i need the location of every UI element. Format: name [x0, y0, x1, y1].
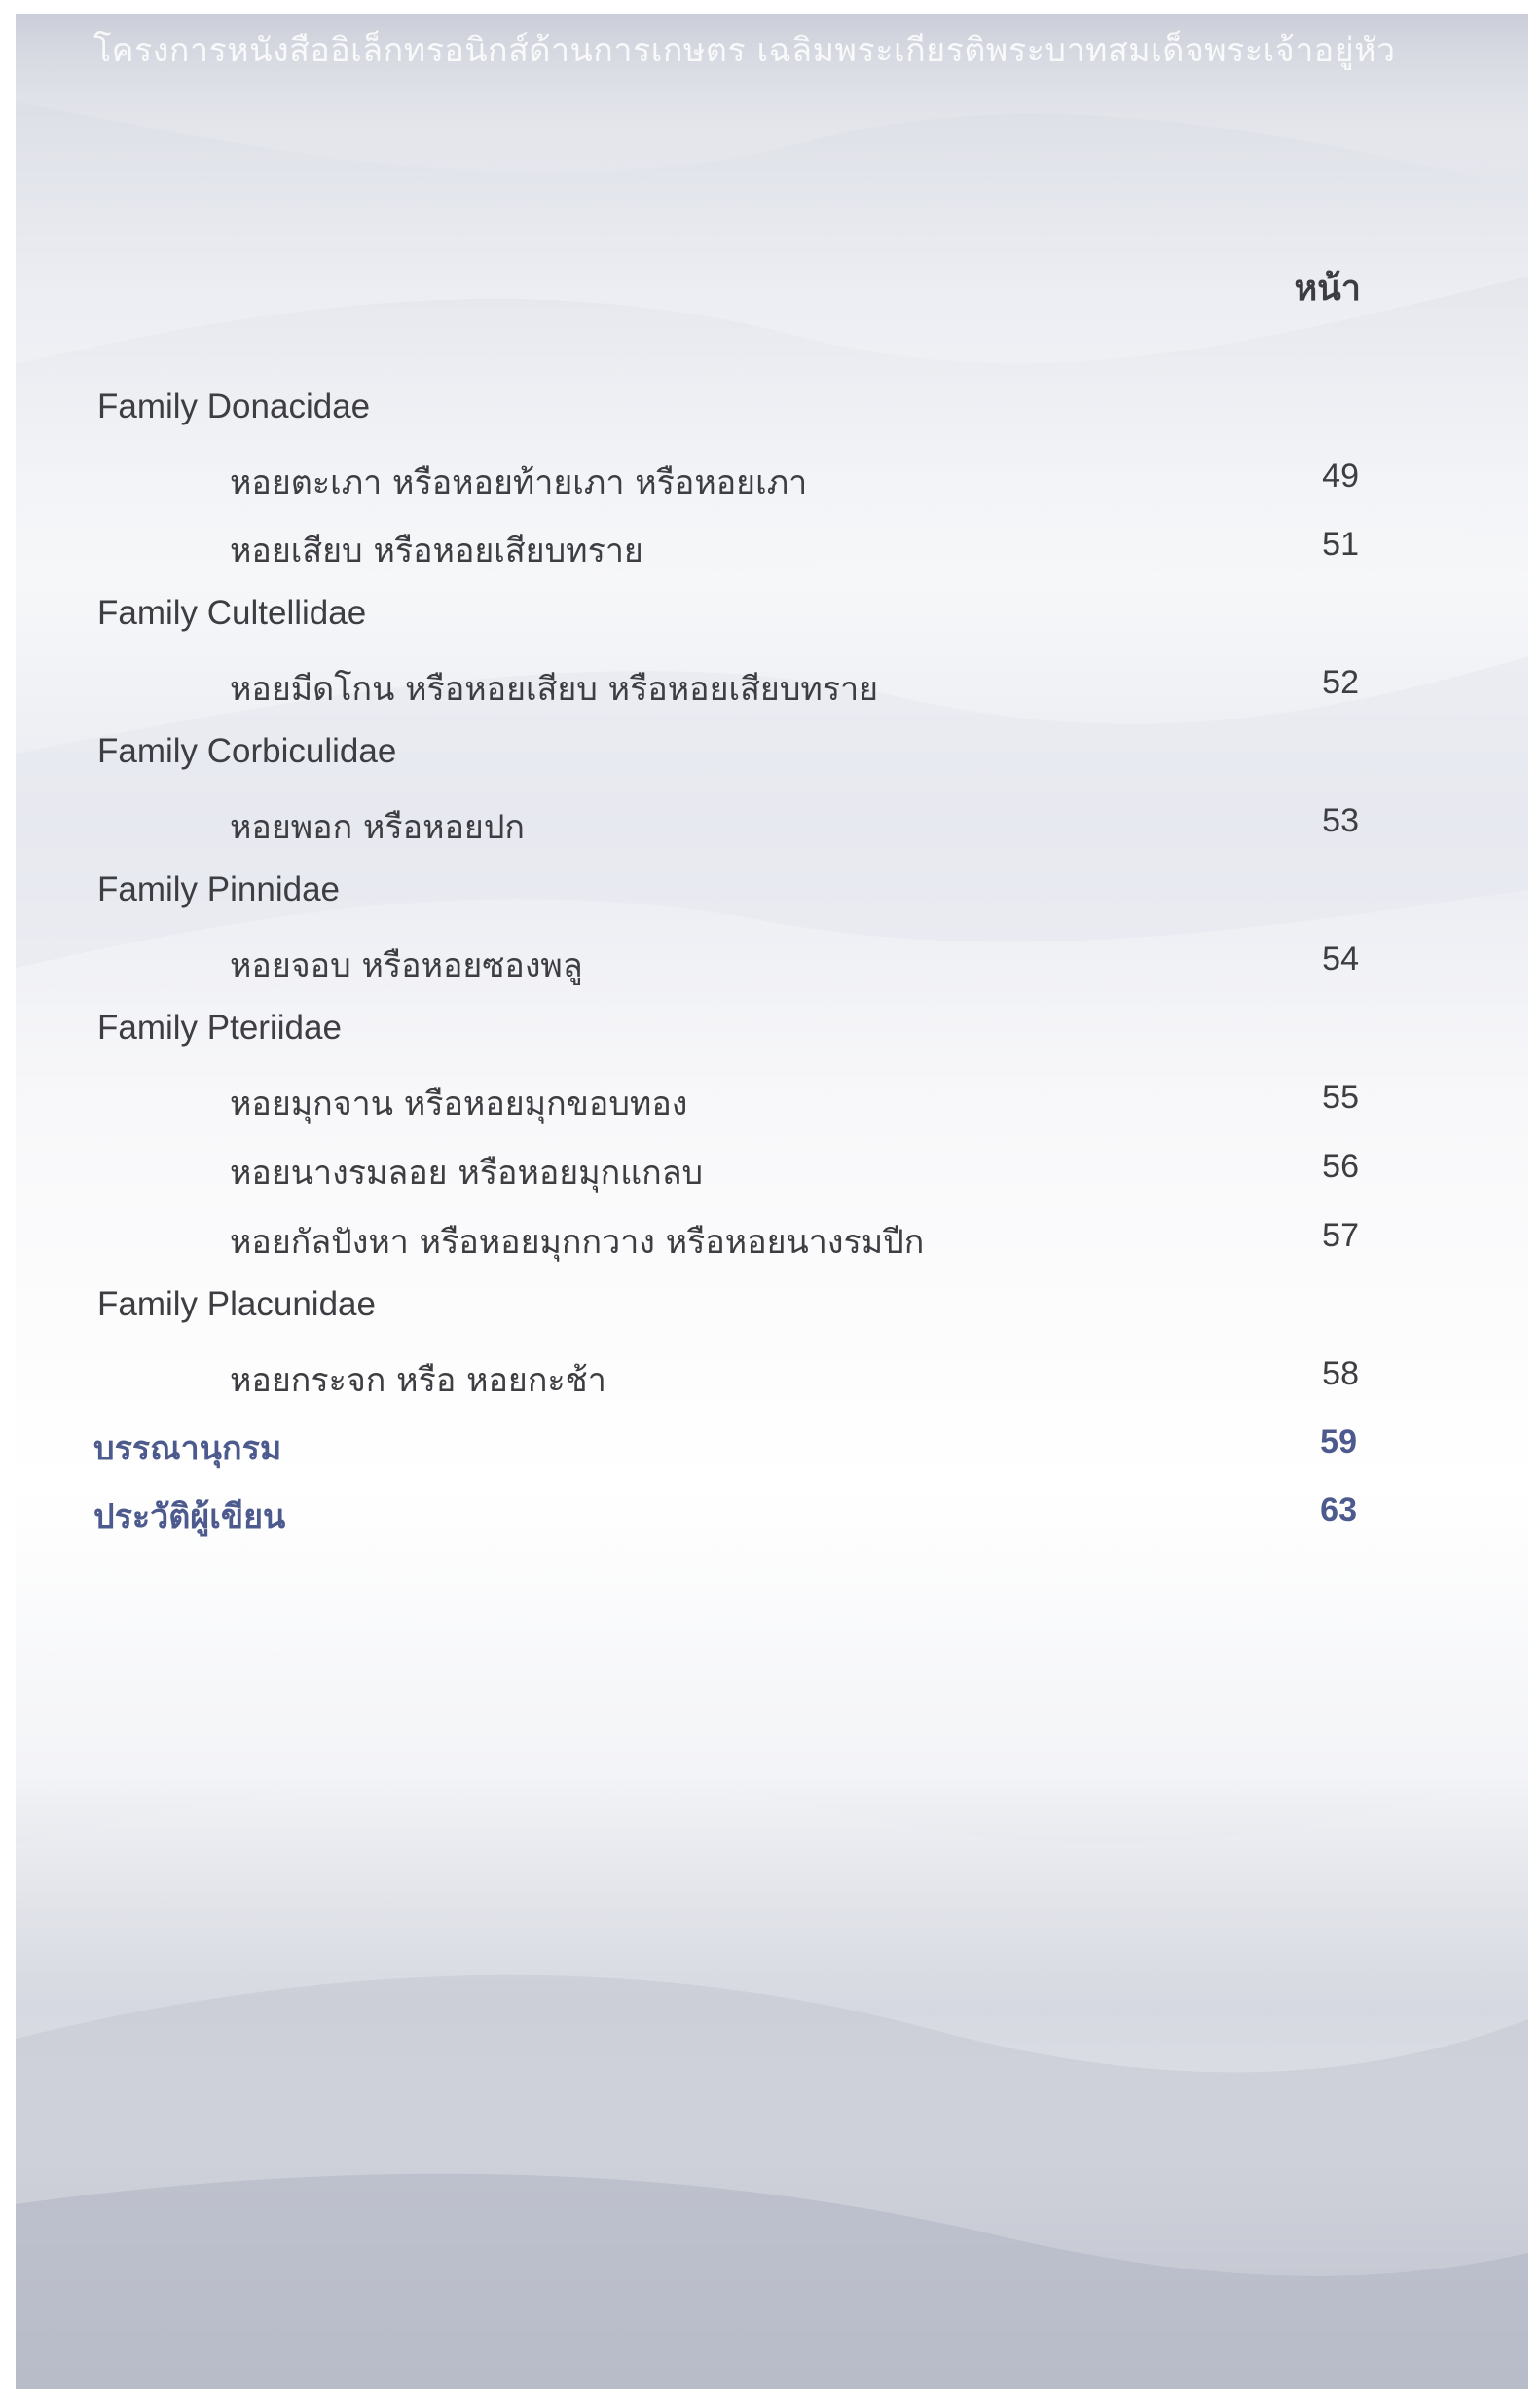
entry-page-number: 57 [1322, 1217, 1359, 1254]
toc-entry-row[interactable] [16, 1346, 1528, 1404]
toc-entry-row[interactable] [16, 1138, 1528, 1197]
toc-entry-row[interactable] [16, 516, 1528, 574]
entry-page-number: 51 [1322, 526, 1359, 563]
family-label: Family Corbiculidae [97, 732, 397, 770]
toc-section-row[interactable] [16, 1416, 1528, 1474]
toc-entry-row[interactable] [16, 793, 1528, 851]
family-label: Family Donacidae [97, 387, 371, 425]
toc-family-row [16, 1277, 1528, 1336]
toc-section-row[interactable] [16, 1484, 1528, 1542]
entry-label: หอยกระจก หรือ หอยกะช้า [230, 1361, 606, 1400]
toc-entry-row[interactable] [16, 654, 1528, 713]
family-label: Family Pinnidae [97, 870, 340, 908]
toc-family-row [16, 1001, 1528, 1059]
entry-page-number: 49 [1322, 458, 1359, 495]
page-column-label: หน้า [1294, 269, 1361, 309]
toc-family-row [16, 380, 1528, 438]
toc-family-row [16, 586, 1528, 645]
entry-label: หอยกัลปังหา หรือหอยมุกกวาง หรือหอยนางรมปีก [230, 1223, 925, 1262]
entry-page-number: 55 [1322, 1079, 1359, 1116]
table-of-contents [16, 14, 1528, 1571]
entry-label: หอยมุกจาน หรือหอยมุกขอบทอง [230, 1085, 688, 1124]
section-label-author-biography: ประวัติผู้เขียน [93, 1497, 286, 1536]
family-label: Family Placunidae [97, 1285, 376, 1323]
entry-page-number: 56 [1322, 1148, 1359, 1185]
entry-page-number: 52 [1322, 664, 1359, 701]
toc-entry-row[interactable] [16, 1069, 1528, 1127]
entry-label: หอยเสียบ หรือหอยเสียบทราย [230, 532, 643, 571]
section-page-number: 63 [1320, 1492, 1357, 1529]
section-page-number: 59 [1320, 1423, 1357, 1460]
entry-page-number: 54 [1322, 941, 1359, 978]
entry-label: หอยนางรมลอย หรือหอยมุกแกลบ [230, 1154, 704, 1193]
toc-entry-row[interactable] [16, 931, 1528, 989]
toc-family-row [16, 863, 1528, 921]
family-label: Family Pteriidae [97, 1009, 342, 1047]
entry-page-number: 53 [1322, 802, 1359, 839]
family-label: Family Cultellidae [97, 594, 367, 632]
section-label-bibliography: บรรณานุกรม [93, 1429, 282, 1468]
entry-label: หอยพอก หรือหอยปก [230, 808, 525, 847]
entry-label: หอยตะเภา หรือหอยท้ายเภา หรือหอยเภา [230, 463, 808, 502]
entry-page-number: 58 [1322, 1355, 1359, 1392]
document-page [16, 14, 1528, 2389]
entry-label: หอยจอบ หรือหอยซองพลู [230, 946, 583, 985]
toc-family-row [16, 724, 1528, 783]
toc-entry-row[interactable] [16, 448, 1528, 506]
header-banner: โครงการหนังสืออิเล็กทรอนิกส์ด้านการเกษตร เฉลิมพระเกียรติพระบาทสมเด็จพระเจ้าอยู่หัว [93, 31, 1396, 70]
toc-entry-row[interactable] [16, 1207, 1528, 1266]
entry-label: หอยมีดโกน หรือหอยเสียบ หรือหอยเสียบทราย [230, 670, 879, 709]
